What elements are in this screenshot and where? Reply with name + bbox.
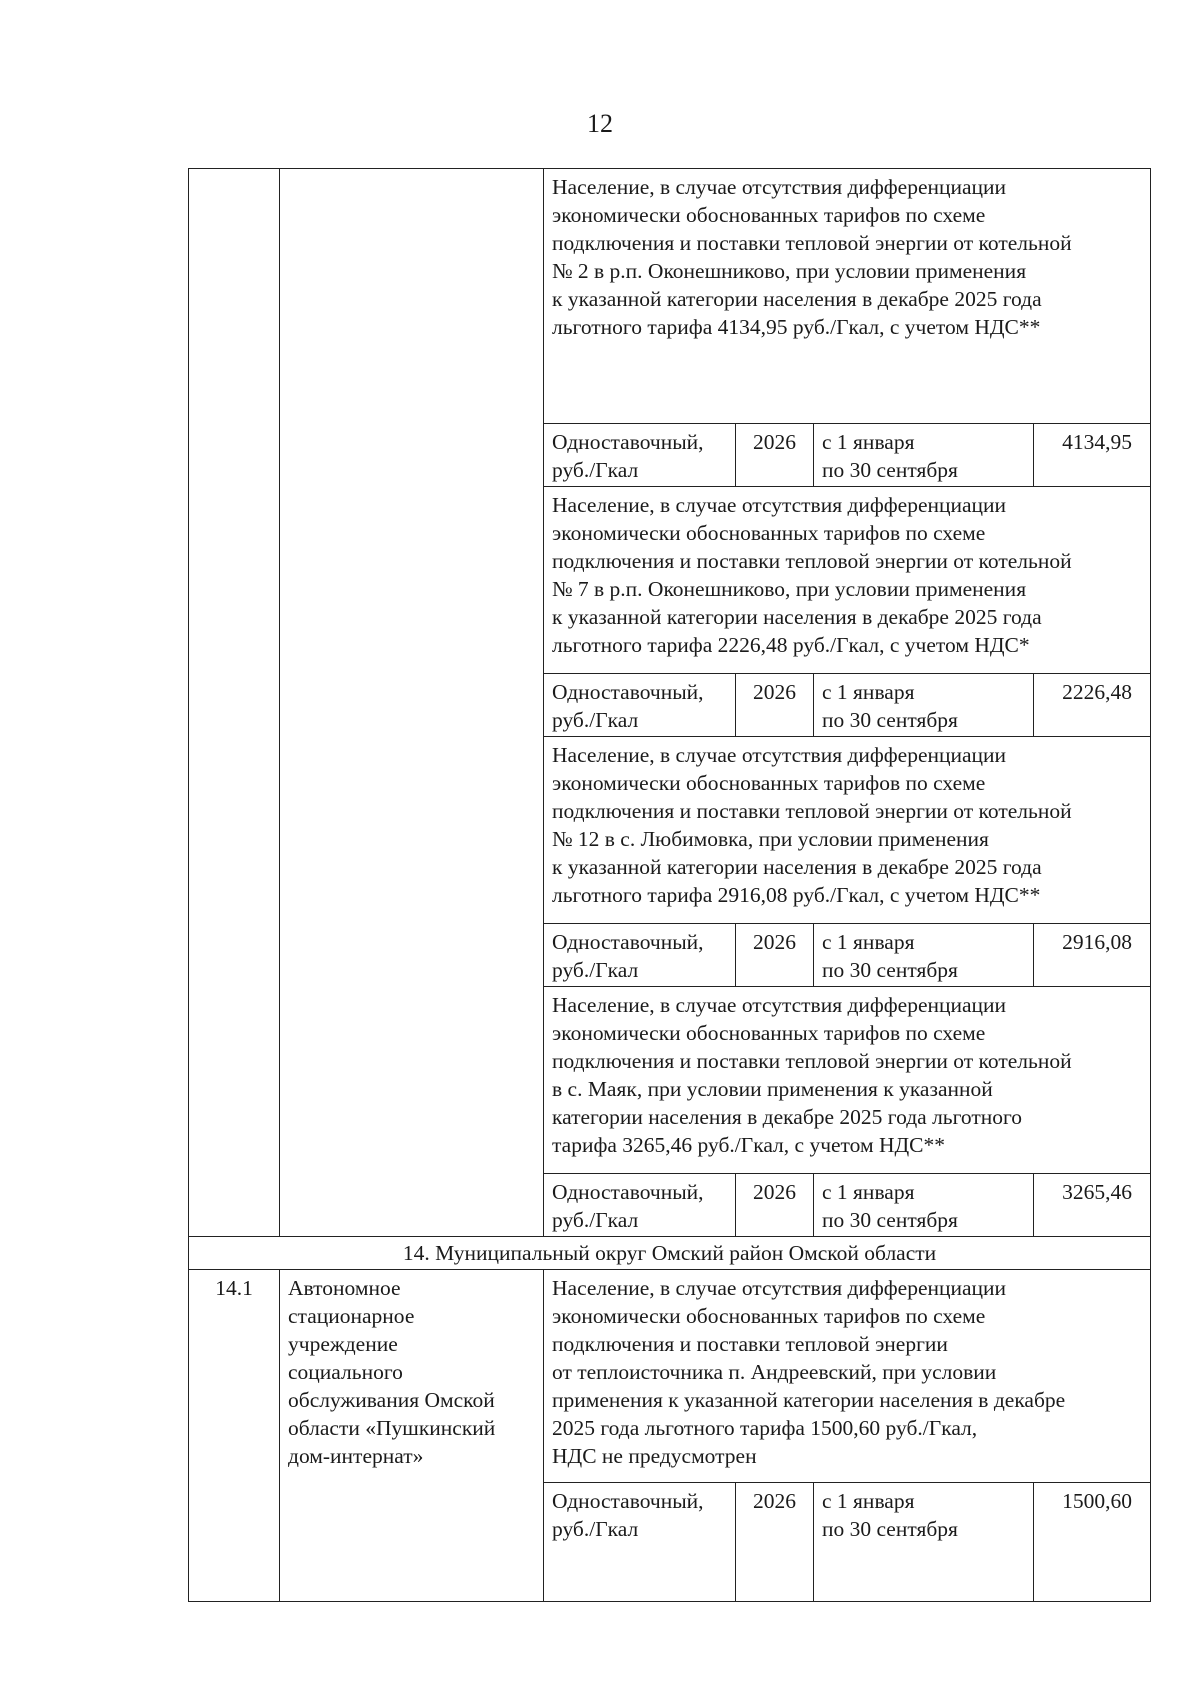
section-title: 14. Муниципальный округ Омский район Омской области bbox=[189, 1237, 1151, 1270]
table-row bbox=[189, 1270, 1151, 1483]
tariff-value: 1500,60 bbox=[1034, 1483, 1151, 1602]
tariff-value: 3265,46 bbox=[1034, 1174, 1151, 1237]
tariff-period: с 1 января по 30 сентября bbox=[814, 1174, 1034, 1237]
tariff-value: 2226,48 bbox=[1034, 674, 1151, 737]
tariff-year: 2026 bbox=[736, 424, 814, 487]
category-description: Население, в случае отсутствия дифференциации экономически обоснованных тарифов по схеме подключения и поставки тепловой энергии от котельной № 2 в р.п. Оконешниково, при условии применения к указанной категории населения в декабре 2025 года льготного тарифа 4134,95 руб./Гкал, с учетом НДС** bbox=[544, 169, 1151, 424]
entry-number: 14.1 bbox=[189, 1270, 280, 1602]
tariff-year: 2026 bbox=[736, 674, 814, 737]
number-cell-continued bbox=[189, 169, 280, 1237]
table-row bbox=[189, 169, 1151, 424]
organization-cell-continued bbox=[280, 169, 544, 1237]
category-description: Население, в случае отсутствия дифференциации экономически обоснованных тарифов по схеме подключения и поставки тепловой энергии от котельной № 12 в с. Любимовка, при условии применения к указанной категории населения в декабре 2025 года льготного тарифа 2916,08 руб./Гкал, с учетом НДС** bbox=[544, 737, 1151, 924]
tariff-period: с 1 января по 30 сентября bbox=[814, 924, 1034, 987]
tariff-value: 2916,08 bbox=[1034, 924, 1151, 987]
page-number: 12 bbox=[587, 109, 613, 138]
tariff-type: Одноставочный, руб./Гкал bbox=[544, 674, 736, 737]
tariff-type: Одноставочный, руб./Гкал bbox=[544, 424, 736, 487]
category-description: Население, в случае отсутствия дифференциации экономически обоснованных тарифов по схеме подключения и поставки тепловой энергии от теплоисточника п. Андреевский, при условии применения к указанной категории населения в декабре 2025 года льготного тарифа 1500,60 руб./Гкал, НДС не предусмотрен bbox=[544, 1270, 1151, 1483]
tariff-type: Одноставочный, руб./Гкал bbox=[544, 1483, 736, 1602]
tariff-period: с 1 января по 30 сентября bbox=[814, 424, 1034, 487]
organization-name: Автономное стационарное учреждение социального обслуживания Омской области «Пушкинский дом-интернат» bbox=[280, 1270, 544, 1602]
category-description: Население, в случае отсутствия дифференциации экономически обоснованных тарифов по схеме подключения и поставки тепловой энергии от котельной № 7 в р.п. Оконешниково, при условии применения к указанной категории населения в декабре 2025 года льготного тарифа 2226,48 руб./Гкал, с учетом НДС* bbox=[544, 487, 1151, 674]
tariff-year: 2026 bbox=[736, 1483, 814, 1602]
category-description: Население, в случае отсутствия дифференциации экономически обоснованных тарифов по схеме подключения и поставки тепловой энергии от котельной в с. Маяк, при условии применения к указанной категории населения в декабре 2025 года льготного тарифа 3265,46 руб./Гкал, с учетом НДС** bbox=[544, 987, 1151, 1174]
tariff-period: с 1 января по 30 сентября bbox=[814, 1483, 1034, 1602]
tariff-type: Одноставочный, руб./Гкал bbox=[544, 924, 736, 987]
tariff-type: Одноставочный, руб./Гкал bbox=[544, 1174, 736, 1237]
tariff-value: 4134,95 bbox=[1034, 424, 1151, 487]
tariff-table bbox=[188, 168, 1151, 1602]
tariff-year: 2026 bbox=[736, 1174, 814, 1237]
section-header-row bbox=[189, 1237, 1151, 1270]
tariff-year: 2026 bbox=[736, 924, 814, 987]
tariff-period: с 1 января по 30 сентября bbox=[814, 674, 1034, 737]
